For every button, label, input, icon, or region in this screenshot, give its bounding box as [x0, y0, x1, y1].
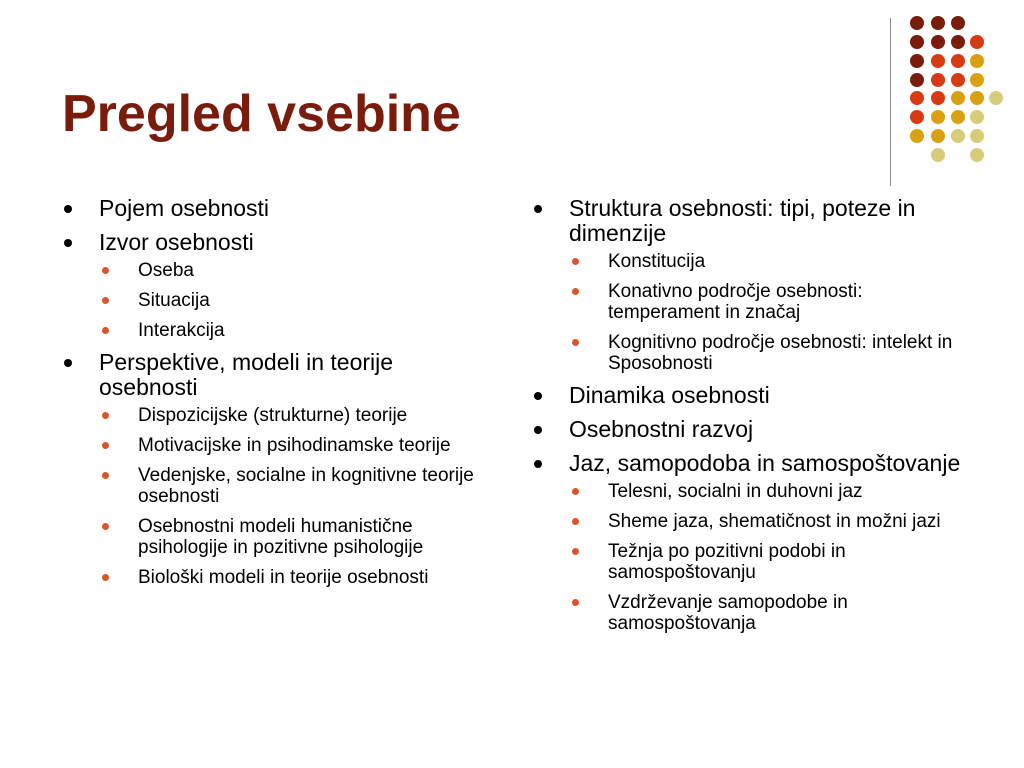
decorative-dot [910, 110, 924, 124]
sub-bullet-icon [572, 488, 579, 495]
outline-subitem-text: Interakcija [138, 320, 225, 341]
outline-subitem [62, 435, 482, 456]
bullet-icon [64, 359, 72, 367]
decorative-dot [951, 54, 965, 68]
outline-subitem [532, 332, 972, 374]
outline-subitem-text: Dispozicijske (strukturne) teorije [138, 405, 408, 426]
outline-item-text: Izvor osebnosti [99, 229, 254, 255]
outline-subitem-text: Kognitivno področje osebnosti: intelekt in Sposobnosti [608, 332, 953, 374]
outline-item [532, 383, 972, 408]
decorative-dot [910, 54, 924, 68]
outline-subitem [62, 405, 482, 426]
decorative-dot [910, 16, 924, 30]
bullet-icon [534, 460, 542, 468]
sub-bullet-icon [102, 523, 109, 530]
outline-subitem-text: Motivacijske in psihodinamske teorije [138, 435, 451, 456]
outline-item [62, 350, 482, 588]
bullet-icon [64, 205, 72, 213]
sub-bullet-icon [572, 288, 579, 295]
decorative-dot [931, 91, 945, 105]
outline-subitem [532, 541, 972, 583]
decorative-divider-line [890, 18, 891, 186]
decorative-dot [970, 35, 984, 49]
slide-title: Pregled vsebine [62, 85, 461, 143]
outline-item-text: Osebnostni razvoj [569, 416, 754, 442]
outline-subitem [532, 511, 972, 532]
outline-subitem [62, 290, 482, 311]
decorative-dot [970, 54, 984, 68]
decorative-dot [910, 129, 924, 143]
outline-subitem [62, 465, 482, 507]
outline-item [532, 196, 972, 374]
outline-subitem [532, 281, 972, 323]
decorative-dot [951, 16, 965, 30]
decorative-dot [931, 54, 945, 68]
sub-bullet-icon [102, 412, 109, 419]
sub-bullet-icon [102, 574, 109, 581]
outline-subitem [532, 592, 972, 634]
sub-bullet-icon [102, 442, 109, 449]
decorative-dot [910, 35, 924, 49]
outline-subitem [62, 260, 482, 281]
decorative-dot [910, 91, 924, 105]
outline-item [532, 417, 972, 442]
outline-subitem [62, 320, 482, 341]
right-outline-column [532, 196, 972, 643]
outline-subitem-text: Vedenjske, socialne in kognitivne teorije osebnosti [138, 465, 474, 507]
decorative-dot [970, 129, 984, 143]
decorative-dot [931, 73, 945, 87]
outline-subitem-text: Biološki modeli in teorije osebnosti [138, 567, 429, 588]
sub-bullet-icon [102, 267, 109, 274]
outline-item-text: Struktura osebnosti: tipi, poteze in dimenzije [569, 195, 916, 246]
sub-bullet-icon [572, 599, 579, 606]
outline-subitem-text: Sheme jaza, shematičnost in možni jazi [608, 511, 941, 532]
bullet-icon [64, 239, 72, 247]
sub-bullet-icon [102, 327, 109, 334]
outline-subitem-text: Težnja po pozitivni podobi in samospoštovanju [608, 541, 846, 583]
outline-item-text: Jaz, samopodoba in samospoštovanje [569, 450, 961, 476]
bullet-icon [534, 392, 542, 400]
decorative-dot [970, 148, 984, 162]
outline-item-text: Dinamika osebnosti [569, 382, 770, 408]
decorative-dot [970, 73, 984, 87]
decorative-dot [931, 16, 945, 30]
decorative-dot [931, 148, 945, 162]
decorative-dot [989, 91, 1003, 105]
sub-bullet-icon [102, 297, 109, 304]
outline-subitem [62, 567, 482, 588]
sub-bullet-icon [572, 518, 579, 525]
sub-bullet-icon [572, 339, 579, 346]
decorative-dot [931, 110, 945, 124]
sub-bullet-icon [572, 548, 579, 555]
outline-subitem-text: Telesni, socialni in duhovni jaz [608, 481, 863, 502]
left-outline-column [62, 196, 482, 597]
outline-item [532, 451, 972, 634]
outline-item [62, 230, 482, 341]
outline-subitem-text: Osebnostni modeli humanistične psihologije in pozitivne psihologije [138, 516, 424, 558]
decorative-dot [951, 91, 965, 105]
decorative-dot [910, 73, 924, 87]
outline-item [62, 196, 482, 221]
decorative-dot [951, 73, 965, 87]
outline-subitem-text: Konativno področje osebnosti: temperament in značaj [608, 281, 863, 323]
outline-subitem [532, 481, 972, 502]
outline-subitem-text: Oseba [138, 260, 194, 281]
bullet-icon [534, 205, 542, 213]
outline-subitem-text: Vzdrževanje samopodobe in samospoštovanja [608, 592, 848, 634]
decorative-dot [931, 129, 945, 143]
outline-subitem [532, 251, 972, 272]
decorative-dot [970, 110, 984, 124]
bullet-icon [534, 426, 542, 434]
sub-bullet-icon [102, 472, 109, 479]
decorative-dot [951, 35, 965, 49]
outline-subitem-text: Konstitucija [608, 251, 706, 272]
decorative-dot [970, 91, 984, 105]
outline-item-text: Perspektive, modeli in teorije osebnosti [99, 349, 394, 400]
outline-item-text: Pojem osebnosti [99, 195, 270, 221]
decorative-dot [931, 35, 945, 49]
outline-subitem-text: Situacija [138, 290, 210, 311]
decorative-dot [951, 110, 965, 124]
sub-bullet-icon [572, 258, 579, 265]
outline-subitem [62, 516, 482, 558]
decorative-dot [951, 129, 965, 143]
